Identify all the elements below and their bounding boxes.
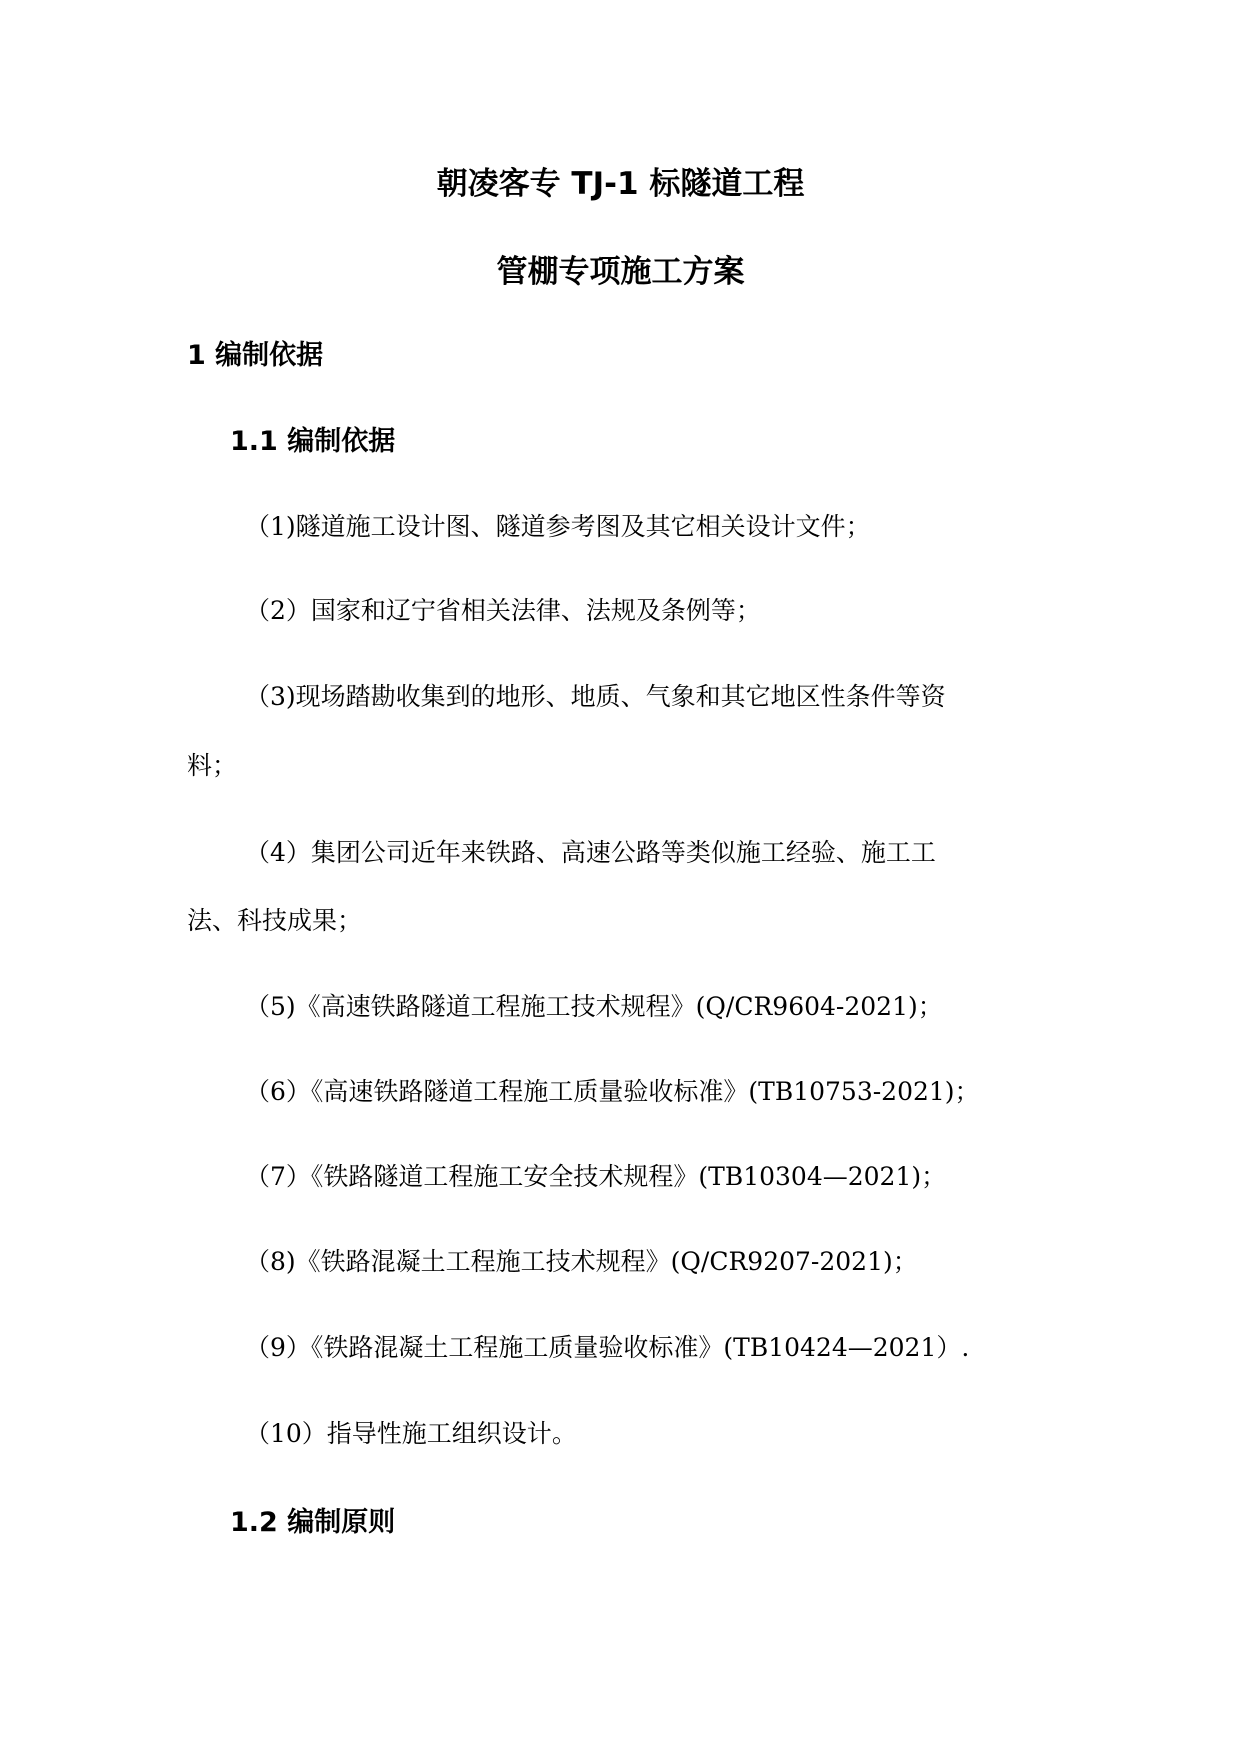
basis-item-4-continued: 法、科技成果； xyxy=(187,906,363,935)
basis-item-3-continued: 料； xyxy=(187,751,238,780)
subsection-heading-1-1: 1.1 编制依据 xyxy=(230,426,396,457)
basis-item-1: （1)隧道施工设计图、隧道参考图及其它相关设计文件； xyxy=(245,512,871,541)
basis-item-3: （3)现场踏勘收集到的地形、地质、气象和其它地区性条件等资 xyxy=(245,682,946,711)
basis-item-10: （10）指导性施工组织设计。 xyxy=(245,1419,577,1448)
basis-item-4: （4）集团公司近年来铁路、高速公路等类似施工经验、施工工 xyxy=(245,838,936,867)
subsection-heading-1-2: 1.2 编制原则 xyxy=(230,1507,396,1538)
basis-item-7: （7）《铁路隧道工程施工安全技术规程》(TB10304—2021)； xyxy=(245,1162,947,1191)
basis-item-9: （9）《铁路混凝土工程施工质量验收标准》(TB10424—2021）. xyxy=(245,1333,970,1362)
basis-item-6: （6）《高速铁路隧道工程施工质量验收标准》(TB10753-2021)； xyxy=(245,1077,980,1106)
basis-item-5: （5)《高速铁路隧道工程施工技术规程》(Q/CR9604-2021)； xyxy=(245,992,943,1021)
section-heading-1: 1 编制依据 xyxy=(187,340,324,371)
document-subtitle: 管棚专项施工方案 xyxy=(496,254,745,290)
basis-item-8: （8)《铁路混凝土工程施工技术规程》(Q/CR9207-2021)； xyxy=(245,1247,918,1276)
basis-item-2: （2）国家和辽宁省相关法律、法规及条例等； xyxy=(245,596,761,625)
document-title: 朝凌客专 TJ-1 标隧道工程 xyxy=(436,166,805,202)
